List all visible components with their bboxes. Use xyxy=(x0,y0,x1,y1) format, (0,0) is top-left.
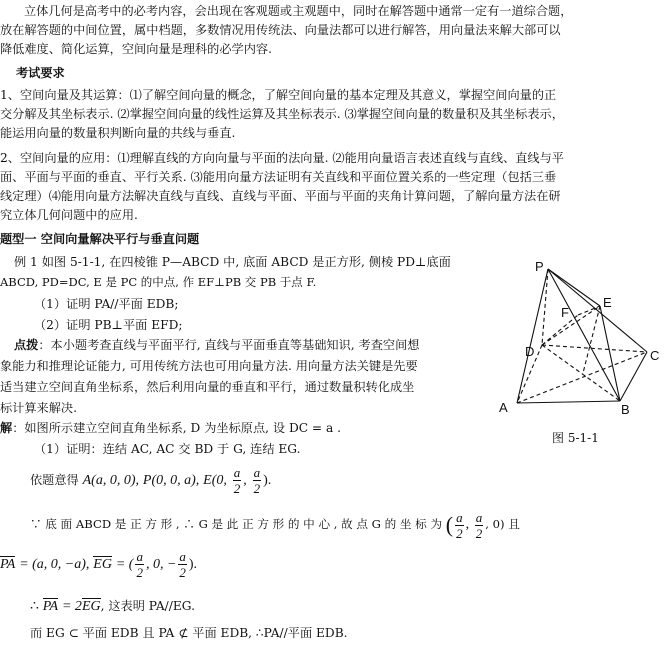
fraction: $\frac{a}{2}$ xyxy=(136,549,143,580)
vector-eg-mid: , 0, − xyxy=(145,557,177,572)
fraction: $\frac{a}{2}$ xyxy=(233,465,241,496)
req2-line-3: 线定理）⑷能用向量方法解决直线与直线、直线与平面、平面与平面的夹角计算问题，了解向量方法在研 xyxy=(0,189,561,203)
topic-heading: 题型一 空间向量解决平行与垂直问题 xyxy=(0,232,200,246)
coords-lead: 依题意得 xyxy=(30,473,79,487)
edge-pb xyxy=(548,269,620,401)
vector-pa-value: = (a, 0, −a), xyxy=(19,557,90,572)
vector-pa: PA xyxy=(0,557,16,572)
conclusion-line-1 xyxy=(30,597,195,616)
intro-line-3: 降低难度、简化运算，空间向量是理科的必学内容. xyxy=(0,42,272,56)
edge-pa xyxy=(517,269,548,403)
hint-line-4: 标计算来解决. xyxy=(0,401,77,415)
hint-label: 点拨 xyxy=(14,338,39,352)
vector-eg-open: = ( xyxy=(115,557,134,572)
solution-line xyxy=(0,419,341,437)
since-line: ∵ 底 面 ABCD 是 正 方 形 , ∴ G 是 此 正 方 形 的 中 心 , 故 点 G 的 坐 标 为 ( $\frac{a}{2}$ , $\frac{a}{2}$ , 0) 且 xyxy=(30,509,520,541)
label-p: P xyxy=(535,259,544,274)
edge-dc xyxy=(542,345,647,352)
edge-ac xyxy=(517,352,647,403)
example-line-2: ABCD, PD=DC, E 是 PC 的中点, 作 EF⊥PB 交 PB 于点 F. xyxy=(0,275,317,289)
proof1-heading: （1）证明：连结 AC, AC 交 BD 于 G, 连结 EG. xyxy=(34,442,301,456)
conclusion-text-1: , 这表明 PA//EG. xyxy=(100,599,195,613)
req2-line-2: 面、平面与平面的垂直、平行关系. ⑶能用向量方法证明有关直线和平面位置关系的一些定理（包括三垂 xyxy=(0,170,557,184)
label-f: F xyxy=(561,305,569,320)
since-tail: , 0) 且 xyxy=(485,517,520,531)
label-c: C xyxy=(650,348,660,363)
coords-line: 依题意得 A(a, 0, 0), P(0, 0, a), E(0, $\frac{a}{2}$ , $\frac{a}{2}$ ). xyxy=(30,465,272,496)
vectors-line: PA = (a, 0, −a), EG = ( $\frac{a}{2}$ , 0, − $\frac{a}{2}$ ). xyxy=(0,549,198,580)
edge-ab xyxy=(517,401,620,403)
label-a: A xyxy=(499,400,508,415)
requirements-heading: 考试要求 xyxy=(16,66,65,80)
edge-df xyxy=(542,315,578,345)
intro-line-1: 立体几何是高考中的必考内容，会出现在客观题或主观题中，同时在解答题中通常一定有一道综合题， xyxy=(24,4,573,18)
req2-line-1: 2、空间向量的应用：⑴理解直线的方向向量与平面的法向量. ⑵能用向量语言表述直线与直线、直线与平 xyxy=(0,151,564,165)
label-d: D xyxy=(525,344,535,359)
pyramid-figure xyxy=(497,255,667,425)
since-text: ∵ 底 面 ABCD 是 正 方 形 , ∴ G 是 此 正 方 形 的 中 心 , 故 点 G 的 坐 标 为 xyxy=(30,517,443,531)
conclusion-line-2: 而 EG ⊂ 平面 EDB 且 PA ⊄ 平面 EDB, ∴PA//平面 EDB. xyxy=(30,626,348,640)
coord-e: E(0, xyxy=(203,473,227,488)
coord-a: A(a, 0, 0), xyxy=(82,473,140,488)
equals-two: = 2 xyxy=(61,599,82,614)
figure-caption: 图 5-1-1 xyxy=(552,431,599,445)
label-b: B xyxy=(621,402,630,417)
edge-bc xyxy=(620,352,647,401)
req2-line-4: 究立体几何问题中的应用. xyxy=(0,208,138,222)
vector-pa-2: PA xyxy=(42,599,59,614)
intro-line-2: 放在解答题的中间位置，属中档题，多数情况用传统法、向量法都可以进行解答，用向量法来解大部可以 xyxy=(0,23,561,37)
fraction: $\frac{a}{2}$ xyxy=(456,509,463,541)
label-e: E xyxy=(603,295,612,310)
edge-db xyxy=(542,345,620,401)
solution-text: ：如图所示建立空间直角坐标系, D 为坐标原点, 设 DC = a . xyxy=(12,421,342,435)
edge-eb xyxy=(600,306,620,401)
vector-eg: EG xyxy=(93,557,112,572)
hint-line-1 xyxy=(14,336,420,354)
req1-line-1: 1、空间向量及其运算：⑴了解空间向量的概念，了解空间向量的基本定理及其意义，掌握空间向量的正 xyxy=(0,88,557,102)
hint-line-2: 象能力和推理论证能力, 可用传统方法也可用向量方法. 用向量方法关键是先要 xyxy=(0,359,418,373)
edge-pe xyxy=(548,269,600,306)
fraction: $\frac{a}{2}$ xyxy=(475,509,483,541)
req1-line-3: 能运用向量的数量积判断向量的共线与垂直. xyxy=(0,126,236,140)
part-2: （2）证明 PB⊥平面 EFD; xyxy=(34,318,183,332)
fraction: $\frac{a}{2}$ xyxy=(253,465,261,496)
hint-line-3: 适当建立空间直角坐标系，然后利用向量的垂直和平行，通过数量积转化成坐 xyxy=(0,380,415,394)
hint-text-1: ：本小题考查直线与平面平行, 直线与平面垂直等基础知识, 考查空间想 xyxy=(38,338,420,352)
vector-eg-2: EG xyxy=(81,599,101,614)
part-1: （1）证明 PA//平面 EDB; xyxy=(34,297,179,311)
coord-p: P(0, 0, a), xyxy=(142,473,200,488)
req1-line-2: 交分解及其坐标表示. ⑵掌握空间向量的线性运算及其坐标表示. ⑶掌握空间向量的数量积及其坐标表示， xyxy=(0,107,564,121)
example-line-1: 例 1 如图 5-1-1, 在四棱锥 P—ABCD 中, 底面 ABCD 是正方形, 侧棱 PD⊥底面 xyxy=(14,255,451,269)
solution-label: 解 xyxy=(0,421,13,435)
therefore-symbol: ∴ xyxy=(30,599,39,614)
fraction: $\frac{a}{2}$ xyxy=(179,549,186,580)
